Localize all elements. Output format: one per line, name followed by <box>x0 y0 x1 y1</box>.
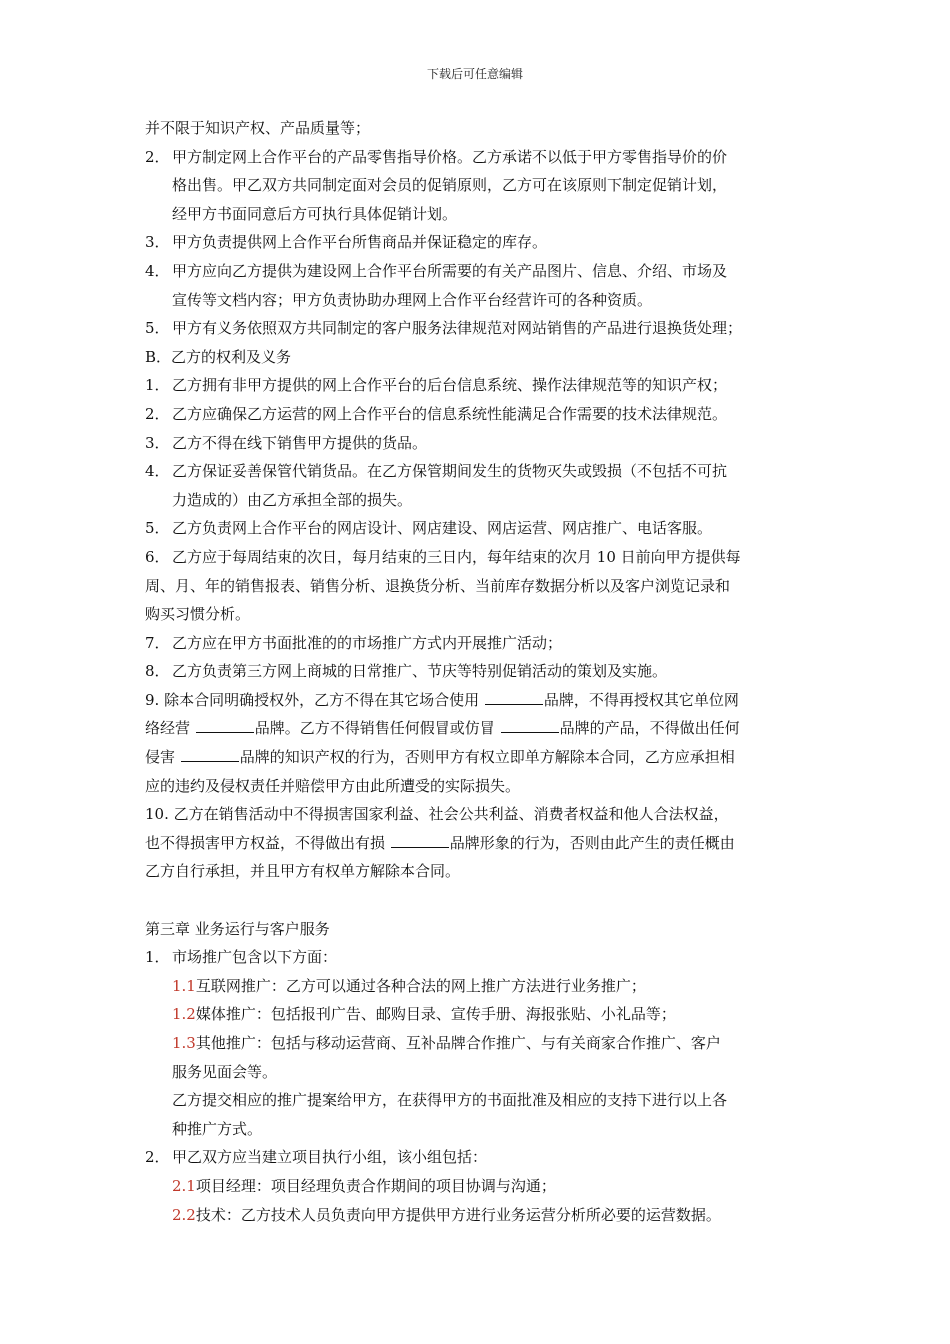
list-item <box>145 1143 813 1172</box>
blank-field <box>501 718 559 733</box>
item-text: 其他推广：包括与移动运营商、互补品牌合作推广、与有关商家合作推广、客户 <box>195 1034 721 1052</box>
item-text: 甲方制定网上合作平台的产品零售指导价格。乙方承诺不以低于甲方零售指导价的价 <box>172 147 728 166</box>
item-text: 乙方保证妥善保管代销货品。在乙方保管期间发生的货物灭失或毁损（不包括不可抗 <box>172 462 728 481</box>
item-number: 2． <box>145 1148 170 1167</box>
item-number: 2． <box>145 404 170 423</box>
blank-field <box>485 690 543 705</box>
list-item <box>145 457 813 486</box>
sub-item-number: 2.1 <box>172 1176 196 1195</box>
list-item <box>145 943 813 972</box>
spacer <box>145 886 813 915</box>
item-continuation: 服务见面会等。 <box>172 1062 278 1081</box>
chapter-heading: 第三章 业务运行与客户服务 <box>145 919 330 938</box>
item-text: 甲方有义务依照双方共同制定的客户服务法律规范对网站销售的产品进行退换货处理； <box>172 319 743 338</box>
item-continuation: 经甲方书面同意后方可执行具体促销计划。 <box>172 204 458 223</box>
item-text: 络经营 <box>145 719 195 738</box>
item-text: 侵害 <box>145 748 180 767</box>
item-text: 市场推广包含以下方面： <box>172 948 338 967</box>
item-text: 甲乙双方应当建立项目执行小组，该小组包括： <box>172 1148 488 1167</box>
item-text: 也不得损害甲方权益，不得做出有损 <box>145 833 390 852</box>
list-item <box>145 314 813 343</box>
blank-field <box>391 833 449 848</box>
list-item <box>145 543 813 572</box>
list-item: 10. 乙方在销售活动中不得损害国家利益、社会公共利益、消费者权益和他人合法权益， <box>145 805 729 824</box>
item-number: 4． <box>145 462 170 481</box>
sub-item-number: 1.1 <box>172 976 196 995</box>
item-number: 3． <box>145 233 170 252</box>
item-text: 乙方应于每周结束的次日，每月结束的三日内，每年结束的次月 10 日前向甲方提供每 <box>172 547 741 566</box>
sub-item <box>145 1000 813 1029</box>
item-text: 技术：乙方技术人员负责向甲方提供甲方进行业务运营分析所必要的运营数据。 <box>195 1205 721 1224</box>
sub-item <box>145 972 813 1001</box>
list-item <box>145 257 813 286</box>
item-number: 1． <box>145 376 170 395</box>
item-continuation: 周、月、年的销售报表、销售分析、退换货分析、当前库存数据分析以及客户浏览记录和 <box>145 576 731 595</box>
list-item <box>145 657 813 686</box>
item-text: 媒体推广：包括报刊广告、邮购目录、宣传手册、海报张贴、小礼品等； <box>195 1005 676 1024</box>
sub-item <box>145 1201 813 1230</box>
blank-field <box>196 718 254 733</box>
item-text: 乙方应确保乙方运营的网上合作平台的信息系统性能满足合作需要的技术法律规范。 <box>172 404 728 423</box>
item-continuation: 应的违约及侵权责任并赔偿甲方由此所遭受的实际损失。 <box>145 776 521 795</box>
item-text: 甲方应向乙方提供为建设网上合作平台所需要的有关产品图片、信息、介绍、市场及 <box>172 261 728 280</box>
list-item <box>145 514 813 543</box>
list-item <box>145 629 813 658</box>
list-item <box>145 143 813 172</box>
sub-item <box>145 1172 813 1201</box>
item-text: 品牌的知识产权的行为，否则甲方有权立即单方解除本合同，乙方应承担相 <box>239 748 735 767</box>
item-text: 甲方负责提供网上合作平台所售商品并保证稳定的库存。 <box>172 233 548 252</box>
item-text: 互联网推广：乙方可以通过各种合法的网上推广方法进行业务推广； <box>195 976 646 995</box>
item-number: 2． <box>145 147 170 166</box>
item-text: 乙方应在甲方书面批准的的市场推广方式内开展推广活动； <box>172 633 563 652</box>
item-continuation: 乙方自行承担，并且甲方有权单方解除本合同。 <box>145 862 461 881</box>
item-number: 4． <box>145 261 170 280</box>
item-continuation: 种推广方式。 <box>172 1119 263 1138</box>
list-item <box>145 371 813 400</box>
item-number: 8． <box>145 662 170 681</box>
item-continuation: 力造成的）由乙方承担全部的损失。 <box>172 490 413 509</box>
paragraph-line: 乙方提交相应的推广提案给甲方，在获得甲方的书面批准及相应的支持下进行以上各 <box>172 1091 728 1110</box>
list-item <box>145 400 813 429</box>
item-number: 6． <box>145 547 170 566</box>
item-number: 5． <box>145 319 170 338</box>
blank-field <box>181 747 239 762</box>
item-text: 品牌。乙方不得销售任何假冒或仿冒 <box>254 719 500 738</box>
item-text: 乙方拥有非甲方提供的网上合作平台的后台信息系统、操作法律规范等的知识产权； <box>172 376 728 395</box>
document-body <box>145 114 813 1229</box>
item-continuation: 宣传等文档内容；甲方负责协助办理网上合作平台经营许可的各种资质。 <box>172 290 653 309</box>
item-text: 乙方不得在线下销售甲方提供的货品。 <box>172 433 428 452</box>
item-continuation <box>145 743 813 772</box>
item-continuation: 格出售。甲乙双方共同制定面对会员的促销原则，乙方可在该原则下制定促销计划， <box>172 176 728 195</box>
sub-item-number: 2.2 <box>172 1205 196 1224</box>
list-item <box>145 429 813 458</box>
item-text: 乙方负责第三方网上商城的日常推广、节庆等特别促销活动的策划及实施。 <box>172 662 668 681</box>
sub-item-number: 1.3 <box>172 1034 196 1052</box>
item-number: 1． <box>145 948 170 967</box>
item-number: 3． <box>145 433 170 452</box>
section-heading: B．乙方的权利及义务 <box>145 347 292 366</box>
item-continuation <box>145 714 813 743</box>
item-number: 5． <box>145 519 170 538</box>
item-text: 品牌，不得再授权其它单位网 <box>543 690 739 709</box>
page-header: 下载后可任意编辑 <box>426 67 523 81</box>
item-text: 品牌形象的行为，否则由此产生的责任概由 <box>449 833 735 852</box>
list-item <box>145 686 813 715</box>
item-continuation: 购买习惯分析。 <box>145 605 251 624</box>
paragraph-line: 并不限于知识产权、产品质量等； <box>145 119 371 137</box>
item-text: 乙方负责网上合作平台的网店设计、网店建设、网店运营、网店推广、电话客服。 <box>172 519 713 538</box>
item-continuation <box>145 829 813 858</box>
item-text: 品牌的产品，不得做出任何 <box>559 719 740 738</box>
sub-item-number: 1.2 <box>172 1005 196 1024</box>
list-item <box>145 228 813 257</box>
item-text: 项目经理：项目经理负责合作期间的项目协调与沟通； <box>195 1176 556 1195</box>
item-text: 9. 除本合同明确授权外，乙方不得在其它场合使用 <box>145 690 484 709</box>
sub-item <box>145 1029 813 1058</box>
item-number: 7． <box>145 633 170 652</box>
